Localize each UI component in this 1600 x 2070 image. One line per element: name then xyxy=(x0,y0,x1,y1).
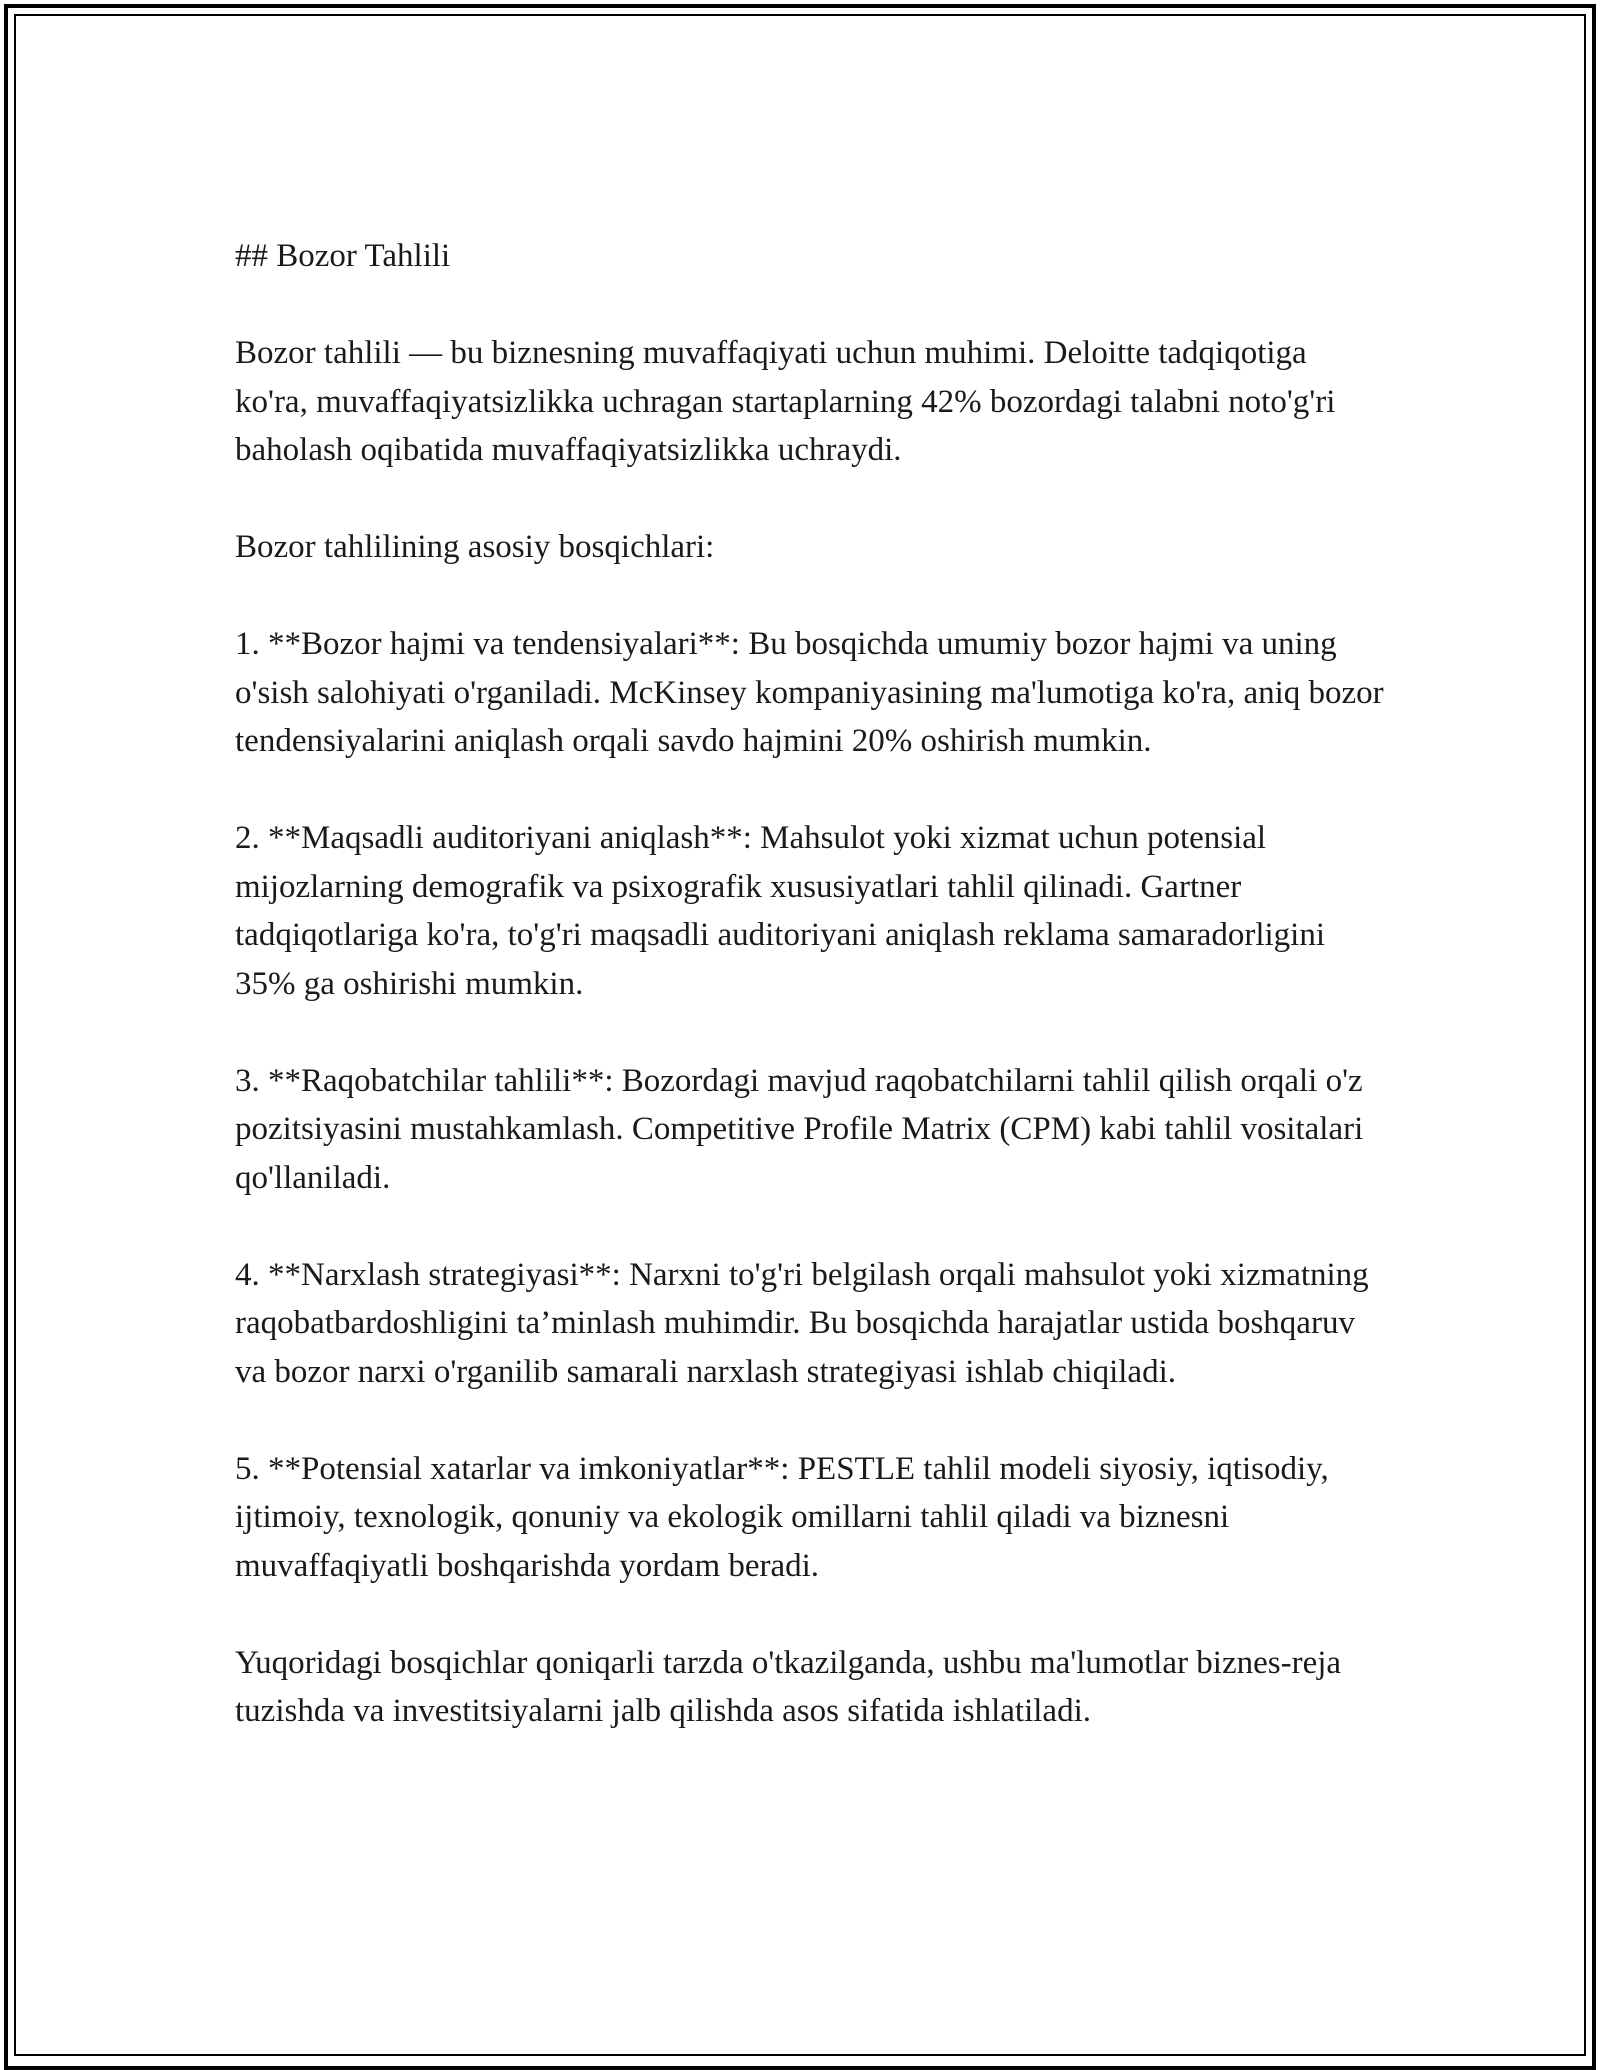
document-heading: ## Bozor Tahlili xyxy=(235,238,451,274)
list-item-5: 5. **Potensial xatarlar va imkoniyatlar**: PESTLE tahlil modeli siyosiy, iqtisodiy, ijtimoiy, texnologik, qonuniy va ekologik omillarni tahlil qiladi va biznesni muvaffaqiyatli boshqarishda yordam beradi. xyxy=(235,1450,1329,1584)
list-item-2: 2. **Maqsadli auditoriyani aniqlash**: Mahsulot yoki xizmat uchun potensial mijozlarning demografik va psixografik xususiyatlari tahlil qilinadi. Gartner tadqiqotlariga ko'ra, to'g'ri maqsadli auditoriyani aniqlash reklama samaradorligini 35% ga oshirishi mumkin. xyxy=(235,820,1326,1002)
list-item-1: 1. **Bozor hajmi va tendensiyalari**: Bu bosqichda umumiy bozor hajmi va uning o'sish salohiyati o'rganiladi. McKinsey kompaniyasining ma'lumotiga ko'ra, aniq bozor tendensiyalarini aniqlash orqali savdo hajmini 20% oshirish mumkin. xyxy=(235,626,1384,759)
stages-intro: Bozor tahlilining asosiy bosqichlari: xyxy=(235,529,715,565)
intro-paragraph: Bozor tahlili — bu biznesning muvaffaqiyati uchun muhimi. Deloitte tadqiqotiga ko'ra, muvaffaqiyatsizlikka uchragan startaplarning 42% bozordagi talabni noto'g'ri baholash oqibatida muvaffaqiyatsizlikka uchraydi. xyxy=(235,335,1336,468)
conclusion-paragraph: Yuqoridagi bosqichlar qoniqarli tarzda o'tkazilganda, ushbu ma'lumotlar biznes-reja tuzishda va investitsiyalarni jalb qilishda asos sifatida ishlatiladi. xyxy=(235,1644,1342,1729)
list-item-3: 3. **Raqobatchilar tahlili**: Bozordagi mavjud raqobatchilarni tahlil qilish orqali o'z pozitsiyasini mustahkamlash. Competitive Profile Matrix (CPM) kabi tahlil vositalari qo'llaniladi. xyxy=(235,1062,1364,1196)
document-body xyxy=(235,232,1385,1736)
list-item-4: 4. **Narxlash strategiyasi**: Narxni to'g'ri belgilash orqali mahsulot yoki xizmatning raqobatbardoshligini ta’minlash muhimdir. Bu bosqichda harajatlar ustida boshqaruv va bozor narxi o'rganilib samarali narxlash strategiyasi ishlab chiqiladi. xyxy=(235,1256,1369,1390)
